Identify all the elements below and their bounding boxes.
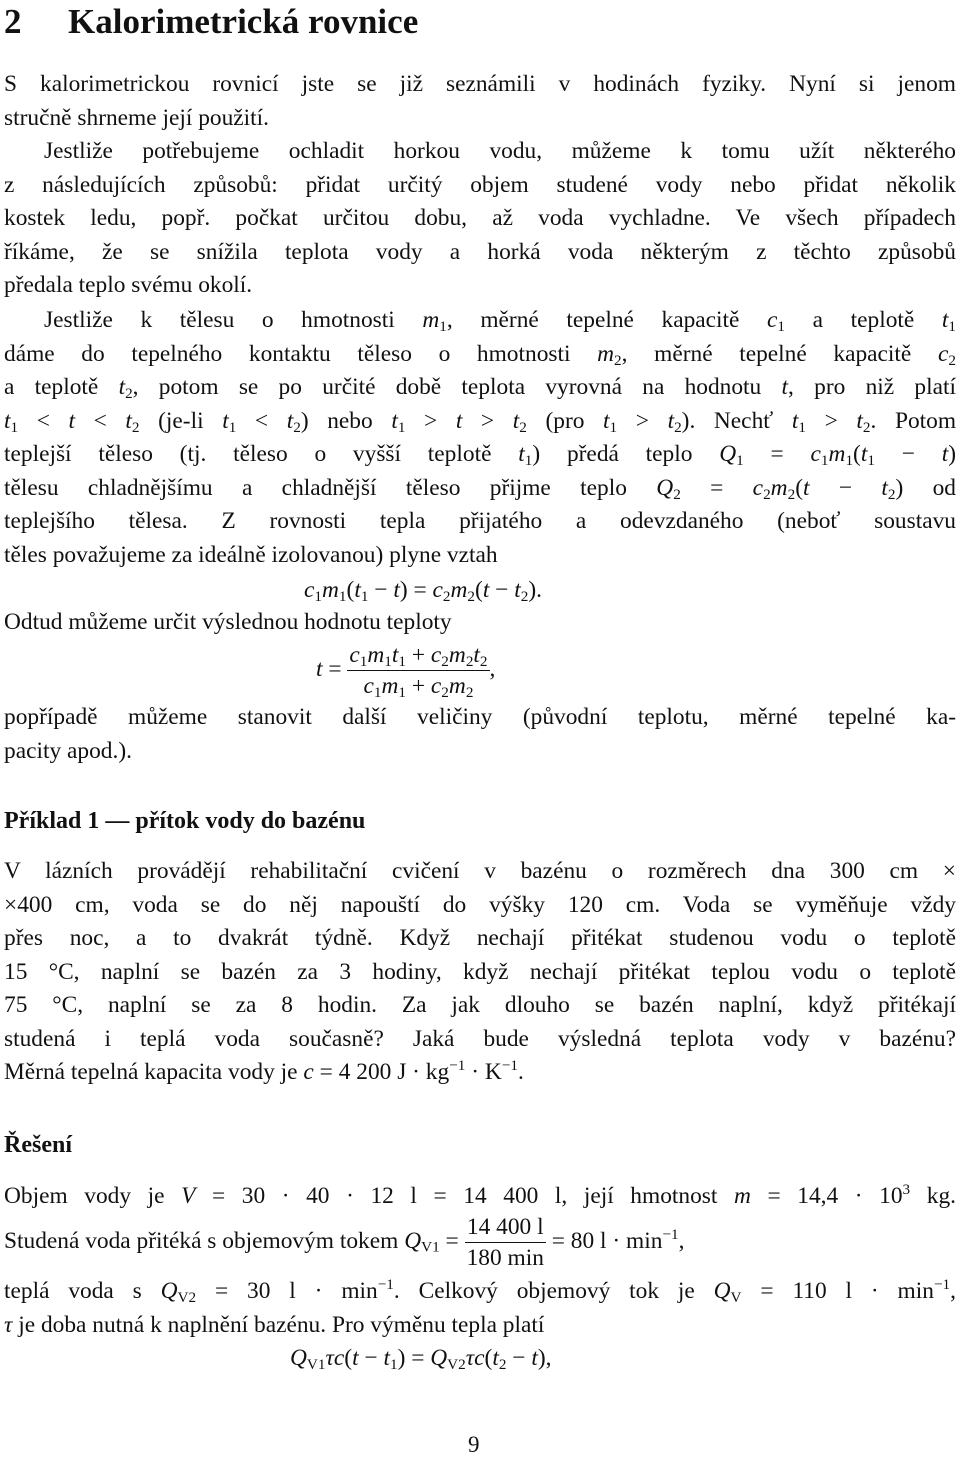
- text-line: předala teplo svému okolí.: [4, 272, 253, 298]
- solution-paragraph-2: [4, 1275, 956, 1342]
- text-line: Jestliže potřebujeme ochladit horkou vodu, můžeme k tomu užít některého: [44, 138, 956, 164]
- section-title: Kalorimetrická rovnice: [68, 2, 419, 41]
- equation-calorimetric: $c_1m_1(t_1 - t) = c_2m_2(t - t_2)$.: [304, 577, 542, 605]
- text-line: těles považujeme za ideálně izolovanou) plyne vztah: [4, 541, 498, 568]
- fraction: $\frac{c_1m_1t_1 + c_2m_2t_2}{c_1m_1 + c_2m_2}$: [349, 642, 488, 701]
- equation-result-temperature: t = $\frac{c_1m_1t_1 + c_2m_2t_2}{c_1m_1 + c_2m_2}$ ,: [316, 642, 496, 701]
- solution-flow-line: Studená voda přitéká s objemovým tokem $Q_{V1}$ = $\frac{14 400 l}{180 \min}$ = 80 $l \cdot \min^{-1}$,: [4, 1214, 685, 1271]
- section-heading: [4, 2, 418, 42]
- solution-paragraph: [4, 1180, 956, 1214]
- text-line: S kalorimetrickou rovnicí jste se již seznámili v hodinách fyziky. Nyní si jenom: [4, 71, 956, 97]
- after-equation-text: [4, 606, 956, 640]
- text-line: $t_1 < t < t_2$ (je-li $t_1 < t_2$) nebo $t_1 > t > t_2$ (pro $t_1 > t_2$). Nechť $t_1 > t_2$. Potom: [4, 407, 957, 436]
- text-line: 15 °C, naplní se bazén za 3 hodiny, když nechají přitékat teplou vodu o teplotě: [4, 958, 956, 985]
- text-line: z následujících způsobů: přidat určitý objem studené vody nebo přidat několik: [4, 171, 956, 198]
- text-line: ×400 cm, voda se do něj napouští do výšky 120 cm. Voda se vyměňuje vždy: [4, 891, 956, 918]
- fraction: $\frac{14 400 l}{180 \min}$: [466, 1214, 544, 1271]
- example-heading: Příklad 1 — přítok vody do bazénu: [4, 808, 366, 834]
- text-line: přes noc, a to dvakrát týdně. Když nechají přitékat studenou vodu o teplotě: [4, 925, 956, 951]
- text-line: Objem vody je V = 30 · 40 · 12 l = 14 400 l, její hmotnost $m = 14,4 \cdot 10^3$ kg.: [4, 1180, 956, 1209]
- solution-heading: Řešení: [4, 1132, 72, 1158]
- text-line: Jestliže k tělesu o hmotnosti $m_1$, měrné tepelné kapacitě $c_1$ a teplotě $t_1$: [44, 307, 956, 335]
- text-line: kostek ledu, popř. počkat určitou dobu, až voda vychladne. Ve všech případech: [4, 205, 956, 231]
- text-line: a teplotě $t_2$, potom se po určité době teplota vyrovná na hodnotu t, pro niž platí: [4, 374, 956, 402]
- section-number: 2: [4, 2, 22, 41]
- page-number: 9: [468, 1432, 480, 1457]
- intro-paragraph: [4, 68, 956, 303]
- text-line: popřípadě můžeme stanovit další veličiny (původní teplotu, měrné tepelné ka-: [4, 704, 956, 730]
- text-line: teplejší těleso (tj. těleso o vyšší teplotě $t_1$) předá teplo $Q_1 = c_1m_1(t_1 - t)$: [4, 441, 957, 469]
- text-line: Odtud můžeme určit výslednou hodnotu teploty: [4, 609, 452, 635]
- theory-paragraph: [4, 304, 956, 572]
- text-line: stručně shrneme její použití.: [4, 104, 270, 131]
- text-line: pacity apod.).: [4, 737, 132, 764]
- example-paragraph: [4, 855, 956, 1090]
- text-line: τ je doba nutná k naplnění bazénu. Pro výměnu tepla platí: [4, 1311, 545, 1338]
- text-line: teplá voda s $Q_{V2} = 30$ $l \cdot \min^{-1}$. Celkový objemový tok je $Q_V = 110$ $l \cdot \min^{-1}$,: [4, 1275, 956, 1306]
- text-line: tělesu chladnějšímu a chladnější těleso přijme teplo $Q_2 = c_2m_2(t - t_2)$ od: [4, 474, 956, 503]
- text-line: V lázních provádějí rehabilitační cvičení v bazénu o rozměrech dna 300 cm ×: [4, 858, 956, 884]
- text-line: 75 °C, naplní se za 8 hodin. Za jak dlouho se bazén naplní, když přitékají: [4, 992, 956, 1018]
- text-line: Měrná tepelná kapacita vody je c = 4 200 $J \cdot kg^{-1} \cdot K^{-1}$.: [4, 1056, 524, 1085]
- after-fraction-text: [4, 701, 956, 768]
- text-line: říkáme, že se snížila teplota vody a horká voda některým z těchto způsobů: [4, 238, 956, 265]
- equation-heat-exchange: $Q_{V1}\tau c(t - t_1) = Q_{V2}\tau c(t_2 - t)$,: [290, 1345, 552, 1373]
- text-line: teplejšího tělesa. Z rovnosti tepla přijatého a odevzdaného (neboť soustavu: [4, 508, 956, 534]
- text-line: studená i teplá voda současně? Jaká bude výsledná teplota vody v bazénu?: [4, 1025, 956, 1052]
- text-line: dáme do tepelného kontaktu těleso o hmotnosti $m_2$, měrné tepelné kapacitě $c_2$: [4, 340, 956, 369]
